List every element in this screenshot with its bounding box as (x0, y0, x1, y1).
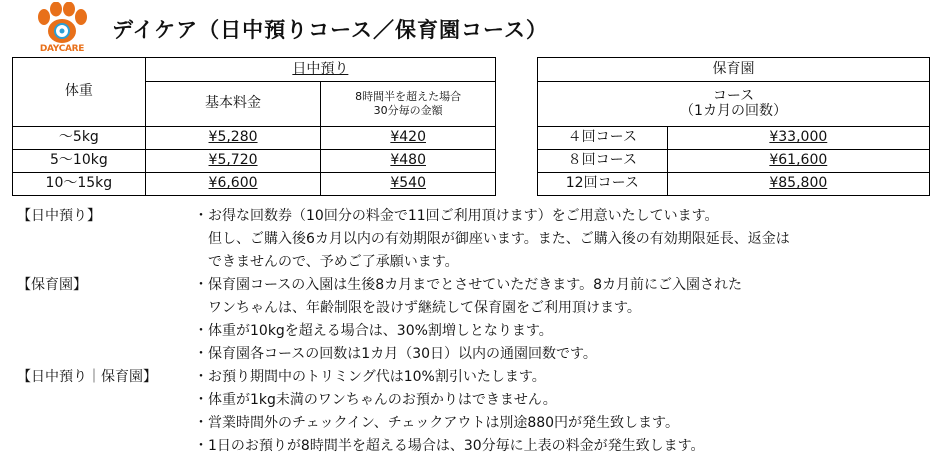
base-fee-cell: ¥6,600 (208, 175, 258, 192)
weight-cell: ～5kg (13, 127, 146, 150)
note-text: ・保育園各コースの回数は1カ月（30日）以内の通園回数です。 (194, 346, 597, 362)
course-cell: 12回コース (538, 173, 668, 196)
course-cell: ８回コース (538, 150, 668, 173)
weight-cell: 5～10kg (13, 150, 146, 173)
note-row (0, 389, 942, 411)
note-text: ・お得な回数券（10回分の料金で11回ご利用頂けます）をご用意いたしています。 (194, 208, 719, 224)
base-fee-cell: ¥5,720 (208, 152, 258, 169)
table-row (538, 150, 930, 173)
course-header-note: （1カ月の回数） (680, 103, 787, 119)
note-row (0, 251, 942, 273)
table-row (13, 150, 496, 173)
note-row (0, 228, 942, 250)
course-price-cell: ¥85,800 (769, 175, 828, 192)
note-text: 但し、ご購入後6カ月以内の有効期限が御座います。また、ご購入後の有効期限延長、返金は (208, 231, 790, 247)
table-row (13, 173, 496, 196)
note-text: できませんので、予めご了承願います。 (208, 254, 459, 270)
table-row (538, 173, 930, 196)
note-text: ワンちゃんは、年齢制限を設けず継続して保育園をご利用頂けます。 (208, 300, 641, 316)
base-fee-cell: ¥5,280 (208, 129, 258, 146)
note-category: 【日中預り】 (17, 208, 101, 224)
daycare-logo (30, 2, 94, 60)
extra-fee-header-line2: 30分毎の金額 (373, 104, 443, 117)
note-row (0, 343, 942, 365)
logo-text: DAYCARE (39, 44, 85, 54)
extra-fee-cell: ¥420 (390, 129, 426, 146)
extra-fee-cell: ¥540 (390, 175, 426, 192)
page-title: デイケア（日中預りコース／保育園コース） (112, 18, 549, 42)
paw-logo-icon (30, 2, 94, 46)
note-category: 【保育園】 (17, 277, 87, 293)
course-price-cell: ¥33,000 (769, 129, 828, 146)
note-text: ・営業時間外のチェックイン、チェックアウトは別途880円が発生致します。 (194, 415, 679, 431)
course-header-label: コース (712, 87, 755, 104)
note-row (0, 435, 942, 457)
course-cell: ４回コース (538, 127, 668, 150)
weight-header: 体重 (13, 58, 146, 127)
extra-fee-header-line1: 8時間半を超えた場合 (355, 90, 462, 104)
hoikuen-price-table (537, 57, 930, 196)
note-text: ・体重が10kgを超える場合は、30%割増しとなります。 (194, 323, 553, 339)
course-header (538, 82, 930, 127)
note-text: ・1日のお預りが8時間半を超える場合は、30分毎に上表の料金が発生致します。 (194, 438, 705, 454)
note-text: ・体重が1kg未満のワンちゃんのお預かりはできません。 (194, 392, 557, 408)
note-row (0, 274, 942, 296)
note-row (0, 412, 942, 434)
note-row (0, 366, 942, 388)
base-fee-header: 基本料金 (145, 82, 321, 127)
daycare-price-table (12, 57, 496, 196)
weight-cell: 10～15kg (13, 173, 146, 196)
table-row (13, 127, 496, 150)
extra-fee-header (321, 82, 496, 127)
note-category: 【日中預り｜保育園】 (17, 369, 157, 385)
table-row (538, 127, 930, 150)
hoikuen-header: 保育園 (538, 58, 930, 82)
note-row (0, 320, 942, 342)
note-row (0, 205, 942, 227)
extra-fee-cell: ¥480 (390, 152, 426, 169)
note-text: ・保育園コースの入園は生後8カ月までとさせていただきます。8カ月前にご入園された (194, 277, 742, 293)
daycare-group-header: 日中預り (292, 60, 349, 77)
note-row (0, 297, 942, 319)
note-text: ・お預り期間中のトリミング代は10%割引いたします。 (194, 369, 546, 385)
course-price-cell: ¥61,600 (769, 152, 828, 169)
